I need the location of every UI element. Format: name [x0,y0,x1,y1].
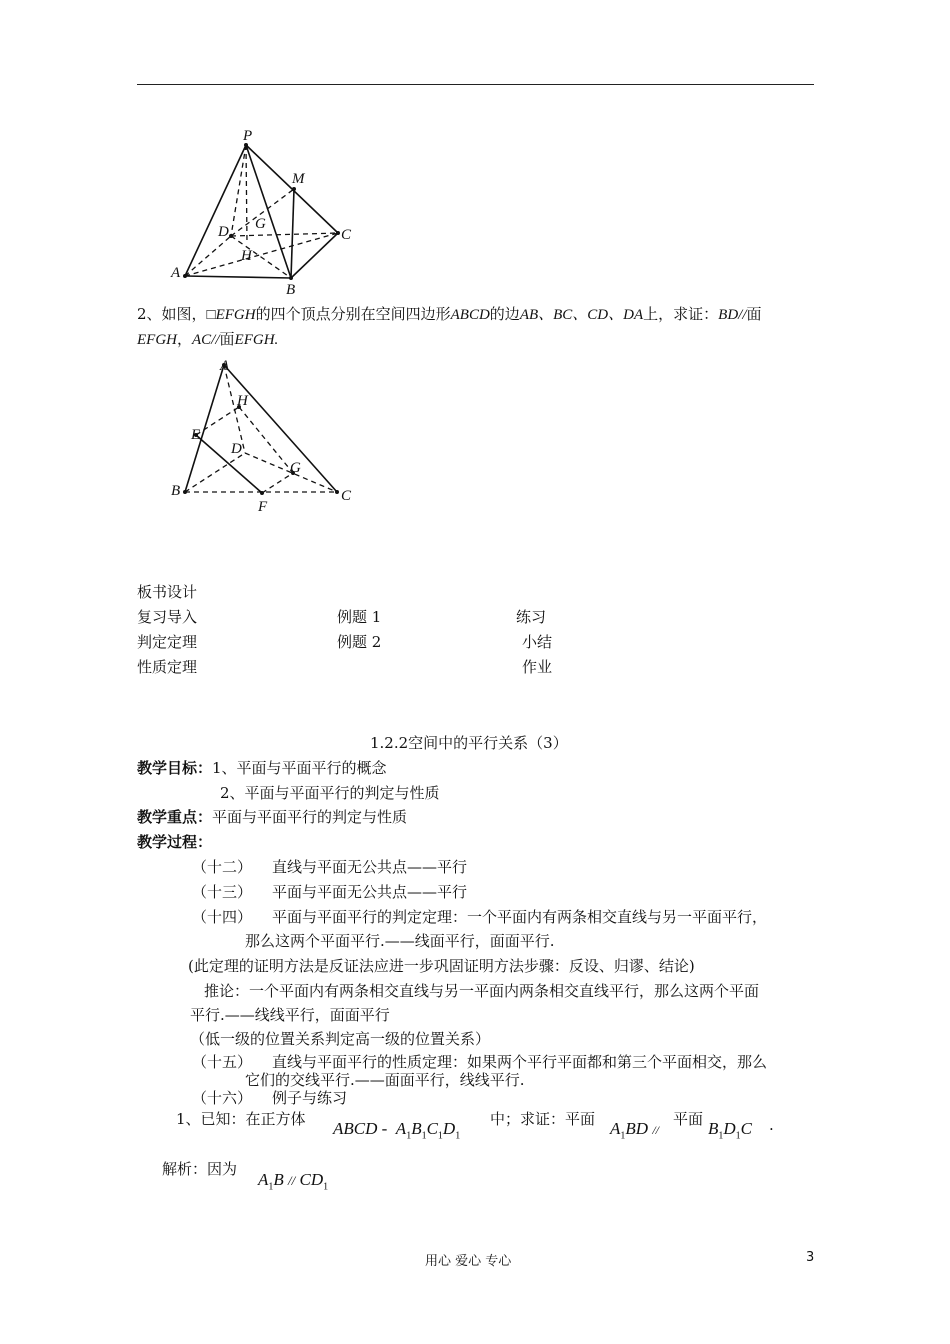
teaching-process-label: 教学过程： [137,833,213,851]
label-a: A [171,265,181,281]
teaching-goal-2: 2、平面与平面平行的判定与性质 [220,784,440,802]
figure-pyramid [165,125,365,298]
figure-tetrahedron [165,355,365,515]
label-m: M [292,171,305,187]
item-14-text: 平面与平面平行的判定定理：一个平面内有两条相交直线与另一平面平行， [272,908,768,926]
board-r3-c3: 作业 [522,658,553,676]
lesson-title: 1.2.2空间中的平行关系（3） [370,734,568,752]
ex1-end: . [769,1116,774,1134]
analysis: 解析：因为 [162,1160,238,1178]
item-14-num: （十四） [192,908,253,926]
item-15-num: （十五） [192,1053,253,1071]
board-r3-c1: 性质定理 [137,658,198,676]
item-14-cont: 那么这两个平面平行.——线面平行，面面平行. [245,932,555,950]
label-c: C [341,227,352,243]
label-a2: A [220,358,230,374]
footer-text: 用心 爱心 专心 [425,1254,512,1269]
ex1-formula-cube: ABCD - $A_1B_1C_1D_1$ [333,1119,461,1142]
item-15-text: 直线与平面平行的性质定理：如果两个平行平面都和第三个平面相交，那么 [272,1053,768,1071]
teaching-goal: 教学目标：1、平面与平面平行的概念 [137,759,387,777]
item-13-num: （十三） [192,883,253,901]
ex1-formula-plane2: $B_1D_1C$ [708,1119,753,1142]
ex1-mid: 中；求证：平面 [490,1110,596,1128]
board-r2-c3: 小结 [522,633,553,651]
label-d: D [218,224,229,240]
label-e2: E [191,427,201,443]
board-title: 板书设计 [137,583,198,601]
label-b: B [286,282,296,298]
board-r1-c2: 例题 1 [337,608,382,626]
label-c2: C [341,488,352,504]
note-1: (此定理的证明方法是反证法应进一步巩固证明方法步骤：反设、归谬、结论) [188,957,695,975]
ex1-formula-plane1: $A_1BD$ // [610,1119,659,1142]
label-h2: H [237,393,248,409]
page-number: 3 [806,1250,815,1265]
item-15-cont: 它们的交线平行.——面面平行，线线平行. [245,1071,525,1089]
label-g: G [255,216,266,232]
label-b2: B [171,483,181,499]
item-12-num: （十二） [192,858,253,876]
item-16-num: （十六） [192,1089,253,1107]
board-r1-c3: 练习 [516,608,547,626]
label-d2: D [231,441,242,457]
header-rule [137,84,814,85]
corollary-line-2: 平行.——线线平行，面面平行 [190,1006,390,1024]
corollary-line-1: 推论：一个平面内有两条相交直线与另一平面内两条相交直线平行，那么这两个平面 [204,982,760,1000]
note-2: （低一级的位置关系判定高一级的位置关系） [190,1030,491,1048]
board-r2-c1: 判定定理 [137,633,198,651]
label-h: H [241,248,252,264]
label-g2: G [290,460,301,476]
ex1-prefix: 1、已知：在正方体 [176,1110,306,1128]
item-13-text: 平面与平面无公共点——平行 [272,883,468,901]
problem-2-line-2: EFGH，AC//面EFGH. [137,330,279,348]
board-r1-c1: 复习导入 [137,608,198,626]
item-12-text: 直线与平面无公共点——平行 [272,858,468,876]
problem-2-line-1: 2、如图，□EFGH的四个顶点分别在空间四边形ABCD的边AB、BC、CD、DA上，求证：BD//面 [137,305,762,323]
board-r2-c2: 例题 2 [337,633,382,651]
ex1-mid2: 平面 [673,1110,704,1128]
teaching-focus: 教学重点：平面与平面平行的判定与性质 [137,808,408,826]
label-p: P [243,128,253,144]
analysis-formula: $A_1B // CD_1$ [258,1170,329,1193]
label-f2: F [258,499,268,515]
item-16-text: 例子与练习 [272,1089,348,1107]
